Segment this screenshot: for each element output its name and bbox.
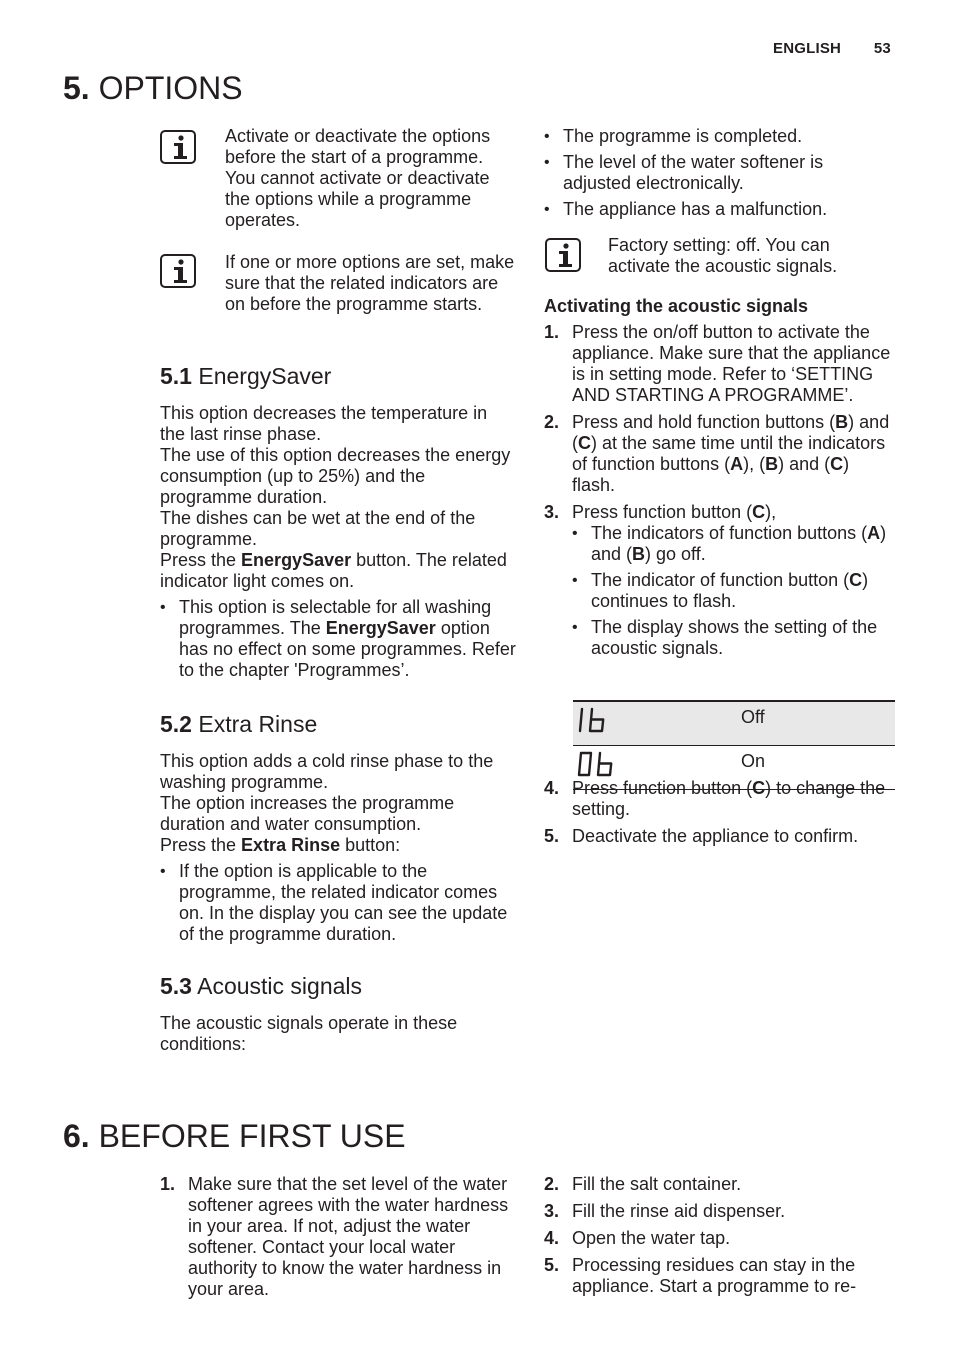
note-text: Factory setting: off. You can activate the acoustic signals. (608, 235, 838, 276)
first-use-steps-right (544, 1174, 896, 1303)
list-item: • The display shows the setting of the acoustic signals. (572, 617, 896, 659)
subsection-heading: EnergySaver (198, 363, 332, 389)
paragraph: The dishes can be wet at the end of the programme. (160, 508, 476, 549)
subsection-heading: Acoustic signals (197, 973, 363, 999)
list-item: 4. Press function button (C) to change the setting. (544, 778, 886, 819)
section-5-heading: OPTIONS (98, 70, 243, 106)
list-item: • The appliance has a malfunction. (544, 199, 896, 220)
subsection-number: 5.3 (160, 973, 192, 999)
conditions-list (544, 126, 896, 225)
list-item: 4. Open the water tap. (544, 1228, 731, 1248)
bullet-list (160, 597, 516, 681)
section-6-number: 6. (63, 1118, 90, 1154)
list-item: 2. Press and hold function buttons (B) and (C) at the same time until the indicators of function buttons (A), (B) and (C) flash. (544, 412, 890, 495)
subsection-5-2-title (160, 711, 516, 737)
list-item: 1. Press the on/off button to activate the appliance. Make sure that the appliance is in setting mode. Refer to ‘SETTING AND STARTING A PROGRAMME’. (544, 322, 891, 405)
list-item: 3. Fill the rinse aid dispenser. (544, 1201, 786, 1221)
page-header (773, 38, 891, 59)
section-5-number: 5. (63, 70, 90, 106)
paragraph: This option decreases the temperature in the last rinse phase. (160, 403, 488, 444)
list-item: 3. Press function button (C), • The indicators of function buttons (A) and (B) go off. • The indicator of function button (C) continues to flash. • The display shows the setting of the acoustic signals. (544, 502, 896, 659)
list-item: 1. Make sure that the set level of the water softener agrees with the water hardness in your area. If not, adjust the water softener. Contact your local water authority to know the water hardness in your area. (160, 1174, 509, 1299)
note-text: Activate or deactivate the options before the start of a programme. You cannot activate or deactivate the options while a programme operates. (225, 126, 491, 230)
paragraph: The use of this option decreases the energy consumption (up to 25%) and the programme duration. (160, 445, 511, 507)
paragraph: The acoustic signals operate in these conditions: (160, 1013, 458, 1054)
list-item: 5. Deactivate the appliance to confirm. (544, 826, 859, 846)
paragraph: Press the Extra Rinse button: (160, 835, 401, 855)
first-use-steps-left (160, 1174, 516, 1306)
list-item: • If the option is applicable to the programme, the related indicator comes on. In the display you can see the update of the programme duration. (160, 861, 516, 945)
table-cell: On (741, 746, 895, 790)
subsection-heading: Extra Rinse (198, 711, 318, 737)
activation-steps-continued (544, 778, 896, 853)
list-item: • The indicator of function button (C) continues to flash. (572, 570, 896, 612)
activating-heading: Activating the acoustic signals (544, 296, 809, 316)
subsection-number: 5.1 (160, 363, 192, 389)
sub-bullet-list (572, 523, 896, 659)
display-code-0b-icon (576, 750, 616, 778)
section-6-heading: BEFORE FIRST USE (98, 1118, 406, 1154)
extra-rinse-body (160, 751, 516, 950)
energysaver-body (160, 403, 516, 686)
list-item: • This option is selectable for all washing programmes. The EnergySaver option has no effect on some programmes. Refer to the chapter 'Programmes’. (160, 597, 516, 681)
list-item: 5. Processing residues can stay in the appliance. Start a programme to re- (544, 1255, 857, 1296)
list-item: • The level of the water softener is adjusted electronically. (544, 152, 896, 194)
paragraph: Press the EnergySaver button. The related indicator light comes on. (160, 550, 507, 591)
list-item: 2. Fill the salt container. (544, 1174, 742, 1194)
display-code-1b-icon (576, 706, 610, 734)
subsection-5-1-title (160, 363, 516, 389)
section-5-title (63, 70, 243, 106)
table-cell: Off (741, 701, 895, 746)
paragraph: This option adds a cold rinse phase to the washing programme. (160, 751, 494, 792)
subsection-number: 5.2 (160, 711, 192, 737)
note-text: If one or more options are set, make sure that the related indicators are on before the programme starts. (225, 252, 515, 314)
acoustic-signal-table (573, 700, 895, 790)
activation-steps (544, 322, 896, 665)
info-icon (545, 238, 581, 272)
info-icon (160, 130, 196, 164)
paragraph: The option increases the programme duration and water consumption. (160, 793, 455, 834)
list-item: • The indicators of function buttons (A) and (B) go off. (572, 523, 896, 565)
section-6-title (63, 1118, 406, 1154)
info-icon (160, 254, 196, 288)
subsection-5-3-title (160, 973, 516, 999)
list-item: • The programme is completed. (544, 126, 896, 147)
display-code (573, 701, 741, 746)
header-page-number: 53 (873, 40, 891, 57)
header-language: ENGLISH (773, 40, 842, 57)
bullet-list (160, 861, 516, 945)
table-row (573, 701, 895, 746)
